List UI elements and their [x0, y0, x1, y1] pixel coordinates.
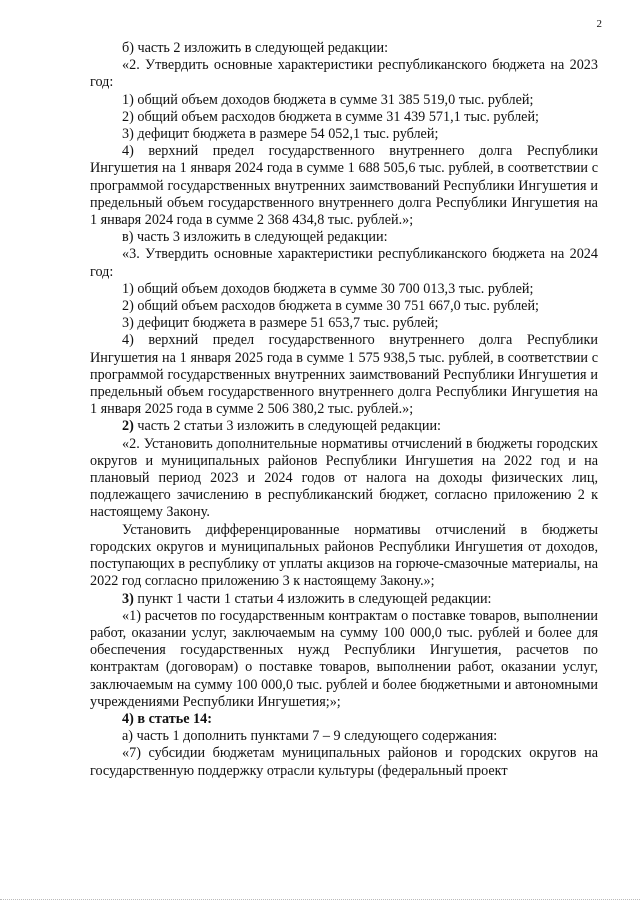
- paragraph: 3) дефицит бюджета в размере 54 052,1 тыс. рублей;: [122, 126, 439, 143]
- page-number: 2: [596, 18, 602, 30]
- paragraph: б) часть 2 изложить в следующей редакции:: [122, 40, 389, 56]
- paragraph: 2) общий объем расходов бюджета в сумме 30 751 667,0 тыс. рублей;: [122, 298, 539, 315]
- paragraph: а) часть 1 дополнить пунктами 7 – 9 следующего содержания:: [122, 728, 498, 745]
- item-number: 3): [122, 590, 134, 607]
- paragraph: «2. Утвердить основные характеристики республиканского бюджета на 2023 год:: [90, 57, 598, 91]
- paragraph: «1) расчетов по государственным контрактам о поставке товаров, выполнении работ, оказании услуг, заключаемым на сумму 100 000,0 тыс. рублей и более для обеспечения государственных нужд Республики Ингушетия, расчетов по контрактам (договорам) о поставке товаров, выполнении работ, оказании услуг, заключаемым на сумму 100 000,0 тыс. рублей и более бюджетными и автономными учреждениями Республики Ингушетия;»;: [90, 607, 598, 710]
- paragraph: Установить дифференцированные нормативы отчислений в бюджеты городских округов и муниципальных районов Республики Ингушетия от доходов, поступающих в республику от уплаты акцизов на горюче-смазочные материалы, на 2022 год согласно приложению 3 к настоящему Закону.»;: [90, 521, 598, 590]
- paragraph: «7) субсидии бюджетам муниципальных районов и городских округов на государственную поддержку отрасли культуры (федеральный проект: [90, 745, 598, 779]
- paragraph: [90, 711, 598, 728]
- paragraph: в) часть 3 изложить в следующей редакции:: [122, 229, 388, 246]
- document-body: [90, 40, 598, 780]
- paragraph: 1) общий объем доходов бюджета в сумме 31 385 519,0 тыс. рублей;: [122, 91, 534, 108]
- paragraph: 4) верхний предел государственного внутреннего долга Республики Ингушетия на 1 января 2025 года в сумме 1 575 938,5 тыс. рублей, в соответствии с программой государственных внутренних заимствований Республики Ингушетия и предельный объем государственного внутреннего долга Республики Ингушетия на 1 января 2025 года в сумме 2 506 380,2 тыс. рублей.»;: [90, 332, 598, 418]
- item-number: 2): [122, 418, 134, 435]
- paragraph: 4) верхний предел государственного внутреннего долга Республики Ингушетия на 1 января 2024 года в сумме 1 688 505,6 тыс. рублей, в соответствии с программой государственных внутренних заимствований Республики Ингушетия и предельный объем государственного внутреннего долга Республики Ингушетия на 1 января 2024 года в сумме 2 368 434,8 тыс. рублей.»;: [90, 143, 598, 229]
- paragraph: «2. Установить дополнительные нормативы отчислений в бюджеты городских округов и муниципальных районов Республики Ингушетия на 2022 год и на плановый период 2023 и 2024 годов от налога на доходы физических лиц, подлежащего зачислению в республиканский бюджет, согласно приложению 2 к настоящему Закону.: [90, 435, 598, 521]
- paragraph: «3. Утвердить основные характеристики республиканского бюджета на 2024 год:: [90, 246, 598, 280]
- paragraph: 2) общий объем расходов бюджета в сумме 31 439 571,1 тыс. рублей;: [122, 108, 539, 125]
- item-heading: 4) в статье 14:: [122, 710, 212, 727]
- footer-divider: [0, 899, 640, 901]
- paragraph: 3) дефицит бюджета в размере 51 653,7 тыс. рублей;: [122, 315, 439, 332]
- paragraph: 3) пункт 1 части 1 статьи 4 изложить в следующей редакции:: [122, 590, 492, 607]
- paragraph: 1) общий объем доходов бюджета в сумме 30 700 013,3 тыс. рублей;: [122, 280, 534, 297]
- paragraph: 2) часть 2 статьи 3 изложить в следующей редакции:: [122, 418, 441, 435]
